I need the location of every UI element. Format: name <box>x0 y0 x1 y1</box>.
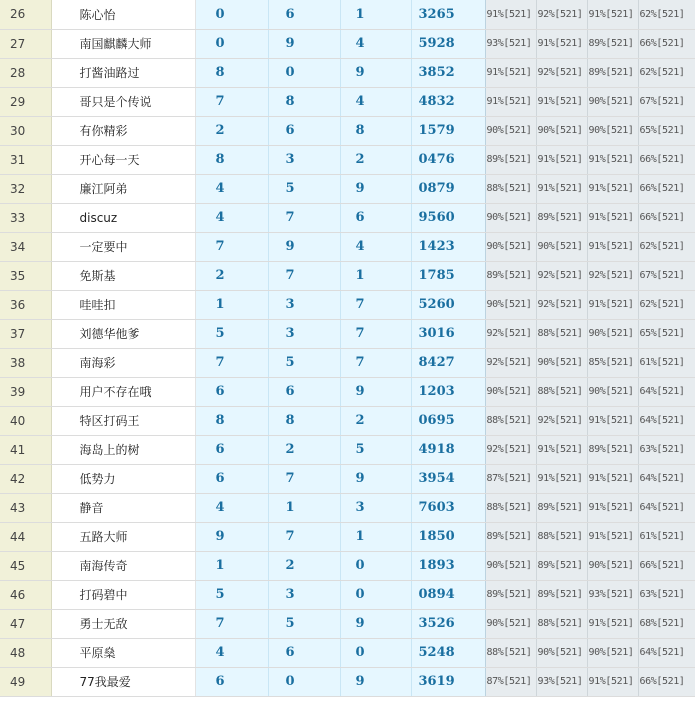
digit-cell-1: 2 <box>195 261 268 290</box>
stat-cell-4: 64%[521] <box>638 493 695 522</box>
table-row <box>0 348 695 377</box>
digit-cell-1: 0 <box>195 0 268 29</box>
username-cell: 南海彩 <box>51 348 195 377</box>
username-cell: 哥只是个传说 <box>51 87 195 116</box>
digit-cell-3: 4 <box>340 87 411 116</box>
rank-cell: 46 <box>0 580 51 609</box>
code-cell: 0879 <box>411 174 485 203</box>
digit-cell-1: 4 <box>195 493 268 522</box>
digit-cell-3: 8 <box>340 116 411 145</box>
stat-cell-2: 90%[521] <box>536 232 587 261</box>
table-row <box>0 493 695 522</box>
table-row <box>0 116 695 145</box>
rank-cell: 41 <box>0 435 51 464</box>
digit-cell-2: 8 <box>268 406 340 435</box>
username-cell: 平原燊 <box>51 638 195 667</box>
digit-cell-2: 2 <box>268 435 340 464</box>
stat-cell-2: 89%[521] <box>536 580 587 609</box>
stat-cell-3: 93%[521] <box>587 580 638 609</box>
digit-cell-3: 7 <box>340 319 411 348</box>
stat-cell-3: 92%[521] <box>587 261 638 290</box>
stat-cell-1: 90%[521] <box>485 232 536 261</box>
stat-cell-4: 66%[521] <box>638 29 695 58</box>
username-cell: 特区打码王 <box>51 406 195 435</box>
table-row <box>0 464 695 493</box>
digit-cell-1: 4 <box>195 203 268 232</box>
rank-cell: 36 <box>0 290 51 319</box>
table-row <box>0 29 695 58</box>
digit-cell-1: 7 <box>195 232 268 261</box>
username-cell: 有你精彩 <box>51 116 195 145</box>
stat-cell-1: 90%[521] <box>485 116 536 145</box>
rank-cell: 43 <box>0 493 51 522</box>
digit-cell-3: 9 <box>340 58 411 87</box>
username-cell: 一定要中 <box>51 232 195 261</box>
digit-cell-1: 7 <box>195 348 268 377</box>
digit-cell-3: 0 <box>340 638 411 667</box>
code-cell: 8427 <box>411 348 485 377</box>
table-row <box>0 87 695 116</box>
rank-cell: 33 <box>0 203 51 232</box>
code-cell: 1423 <box>411 232 485 261</box>
stat-cell-4: 64%[521] <box>638 406 695 435</box>
table-row <box>0 58 695 87</box>
rank-cell: 37 <box>0 319 51 348</box>
stat-cell-4: 66%[521] <box>638 203 695 232</box>
table-row <box>0 319 695 348</box>
stat-cell-4: 64%[521] <box>638 377 695 406</box>
table-row <box>0 145 695 174</box>
code-cell: 4832 <box>411 87 485 116</box>
digit-cell-3: 4 <box>340 29 411 58</box>
digit-cell-2: 7 <box>268 522 340 551</box>
rank-cell: 27 <box>0 29 51 58</box>
stat-cell-1: 91%[521] <box>485 58 536 87</box>
stat-cell-1: 90%[521] <box>485 609 536 638</box>
stat-cell-1: 93%[521] <box>485 29 536 58</box>
rank-cell: 29 <box>0 87 51 116</box>
digit-cell-2: 6 <box>268 116 340 145</box>
stat-cell-2: 91%[521] <box>536 145 587 174</box>
username-cell: discuz <box>51 203 195 232</box>
digit-cell-2: 3 <box>268 145 340 174</box>
username-cell: 陈心怡 <box>51 0 195 29</box>
stat-cell-1: 88%[521] <box>485 493 536 522</box>
table-row <box>0 551 695 580</box>
code-cell: 5248 <box>411 638 485 667</box>
digit-cell-2: 3 <box>268 290 340 319</box>
digit-cell-2: 5 <box>268 174 340 203</box>
username-cell: 打码碧中 <box>51 580 195 609</box>
code-cell: 1579 <box>411 116 485 145</box>
digit-cell-1: 8 <box>195 145 268 174</box>
digit-cell-3: 6 <box>340 203 411 232</box>
table-row <box>0 377 695 406</box>
stat-cell-2: 91%[521] <box>536 464 587 493</box>
digit-cell-3: 9 <box>340 667 411 696</box>
stat-cell-3: 91%[521] <box>587 174 638 203</box>
stat-cell-2: 91%[521] <box>536 174 587 203</box>
code-cell: 1785 <box>411 261 485 290</box>
code-cell: 3619 <box>411 667 485 696</box>
stat-cell-4: 63%[521] <box>638 580 695 609</box>
stat-cell-2: 88%[521] <box>536 377 587 406</box>
stat-cell-2: 88%[521] <box>536 319 587 348</box>
stat-cell-3: 89%[521] <box>587 58 638 87</box>
code-cell: 0695 <box>411 406 485 435</box>
stat-cell-2: 88%[521] <box>536 522 587 551</box>
stat-cell-4: 62%[521] <box>638 290 695 319</box>
code-cell: 5260 <box>411 290 485 319</box>
digit-cell-3: 9 <box>340 464 411 493</box>
stat-cell-2: 90%[521] <box>536 116 587 145</box>
digit-cell-3: 9 <box>340 174 411 203</box>
stat-cell-4: 62%[521] <box>638 232 695 261</box>
digit-cell-2: 7 <box>268 261 340 290</box>
digit-cell-3: 9 <box>340 377 411 406</box>
stat-cell-3: 90%[521] <box>587 319 638 348</box>
table-row <box>0 203 695 232</box>
rank-cell: 38 <box>0 348 51 377</box>
stat-cell-1: 89%[521] <box>485 522 536 551</box>
stat-cell-3: 89%[521] <box>587 29 638 58</box>
stat-cell-3: 85%[521] <box>587 348 638 377</box>
rank-cell: 39 <box>0 377 51 406</box>
stat-cell-2: 92%[521] <box>536 290 587 319</box>
digit-cell-2: 5 <box>268 348 340 377</box>
rank-cell: 32 <box>0 174 51 203</box>
digit-cell-2: 6 <box>268 377 340 406</box>
rank-cell: 28 <box>0 58 51 87</box>
rank-cell: 30 <box>0 116 51 145</box>
stat-cell-2: 91%[521] <box>536 435 587 464</box>
stat-cell-4: 66%[521] <box>638 667 695 696</box>
stat-cell-3: 91%[521] <box>587 203 638 232</box>
table-row <box>0 406 695 435</box>
stat-cell-4: 64%[521] <box>638 638 695 667</box>
code-cell: 3265 <box>411 0 485 29</box>
stat-cell-1: 91%[521] <box>485 87 536 116</box>
username-cell: 打酱油路过 <box>51 58 195 87</box>
stat-cell-2: 88%[521] <box>536 609 587 638</box>
table-row <box>0 667 695 696</box>
stat-cell-3: 90%[521] <box>587 638 638 667</box>
stat-cell-2: 92%[521] <box>536 58 587 87</box>
stat-cell-4: 66%[521] <box>638 551 695 580</box>
rank-cell: 40 <box>0 406 51 435</box>
rank-cell: 42 <box>0 464 51 493</box>
stat-cell-4: 61%[521] <box>638 522 695 551</box>
digit-cell-3: 1 <box>340 522 411 551</box>
table-row <box>0 435 695 464</box>
stat-cell-1: 91%[521] <box>485 0 536 29</box>
digit-cell-3: 0 <box>340 580 411 609</box>
code-cell: 4918 <box>411 435 485 464</box>
digit-cell-1: 8 <box>195 58 268 87</box>
digit-cell-2: 6 <box>268 638 340 667</box>
digit-cell-3: 2 <box>340 406 411 435</box>
stat-cell-4: 62%[521] <box>638 58 695 87</box>
table-row <box>0 261 695 290</box>
stat-cell-3: 91%[521] <box>587 290 638 319</box>
stat-cell-2: 90%[521] <box>536 638 587 667</box>
code-cell: 7603 <box>411 493 485 522</box>
digit-cell-2: 1 <box>268 493 340 522</box>
digit-cell-3: 7 <box>340 290 411 319</box>
stat-cell-2: 89%[521] <box>536 551 587 580</box>
stat-cell-1: 87%[521] <box>485 667 536 696</box>
stat-cell-3: 91%[521] <box>587 522 638 551</box>
stat-cell-1: 88%[521] <box>485 174 536 203</box>
rank-cell: 47 <box>0 609 51 638</box>
stat-cell-2: 89%[521] <box>536 203 587 232</box>
digit-cell-1: 6 <box>195 464 268 493</box>
username-cell: 南国麒麟大师 <box>51 29 195 58</box>
stat-cell-4: 63%[521] <box>638 435 695 464</box>
stat-cell-1: 89%[521] <box>485 145 536 174</box>
code-cell: 1850 <box>411 522 485 551</box>
stat-cell-4: 68%[521] <box>638 609 695 638</box>
stat-cell-1: 90%[521] <box>485 203 536 232</box>
digit-cell-1: 6 <box>195 435 268 464</box>
username-cell: 海岛上的树 <box>51 435 195 464</box>
digit-cell-3: 9 <box>340 609 411 638</box>
stat-cell-4: 62%[521] <box>638 0 695 29</box>
stat-cell-3: 89%[521] <box>587 435 638 464</box>
stat-cell-3: 91%[521] <box>587 0 638 29</box>
digit-cell-3: 1 <box>340 261 411 290</box>
digit-cell-1: 5 <box>195 580 268 609</box>
stat-cell-1: 87%[521] <box>485 464 536 493</box>
stat-cell-4: 66%[521] <box>638 174 695 203</box>
digit-cell-1: 9 <box>195 522 268 551</box>
digit-cell-1: 7 <box>195 609 268 638</box>
code-cell: 1203 <box>411 377 485 406</box>
stat-cell-4: 65%[521] <box>638 116 695 145</box>
stat-cell-1: 92%[521] <box>485 348 536 377</box>
digit-cell-2: 0 <box>268 58 340 87</box>
stat-cell-3: 91%[521] <box>587 232 638 261</box>
username-cell: 静音 <box>51 493 195 522</box>
stat-cell-3: 91%[521] <box>587 667 638 696</box>
code-cell: 0476 <box>411 145 485 174</box>
stat-cell-3: 91%[521] <box>587 145 638 174</box>
digit-cell-2: 7 <box>268 464 340 493</box>
stat-cell-2: 91%[521] <box>536 29 587 58</box>
stat-cell-3: 90%[521] <box>587 116 638 145</box>
stat-cell-4: 67%[521] <box>638 87 695 116</box>
stat-cell-1: 88%[521] <box>485 638 536 667</box>
stat-cell-3: 91%[521] <box>587 464 638 493</box>
stat-cell-1: 92%[521] <box>485 435 536 464</box>
table-row <box>0 609 695 638</box>
digit-cell-1: 0 <box>195 29 268 58</box>
stat-cell-1: 90%[521] <box>485 551 536 580</box>
code-cell: 9560 <box>411 203 485 232</box>
digit-cell-1: 4 <box>195 174 268 203</box>
digit-cell-2: 8 <box>268 87 340 116</box>
digit-cell-1: 6 <box>195 667 268 696</box>
username-cell: 五路大师 <box>51 522 195 551</box>
stat-cell-2: 90%[521] <box>536 348 587 377</box>
username-cell: 开心每一天 <box>51 145 195 174</box>
stat-cell-2: 91%[521] <box>536 87 587 116</box>
digit-cell-3: 7 <box>340 348 411 377</box>
username-cell: 廉江阿弟 <box>51 174 195 203</box>
username-cell: 免斯基 <box>51 261 195 290</box>
stat-cell-2: 93%[521] <box>536 667 587 696</box>
rank-cell: 49 <box>0 667 51 696</box>
stat-cell-4: 67%[521] <box>638 261 695 290</box>
table-row <box>0 0 695 29</box>
stat-cell-2: 92%[521] <box>536 406 587 435</box>
code-cell: 3526 <box>411 609 485 638</box>
digit-cell-3: 0 <box>340 551 411 580</box>
stat-cell-4: 66%[521] <box>638 145 695 174</box>
stat-cell-3: 90%[521] <box>587 377 638 406</box>
digit-cell-2: 9 <box>268 29 340 58</box>
digit-cell-3: 5 <box>340 435 411 464</box>
table-row <box>0 580 695 609</box>
stat-cell-1: 90%[521] <box>485 290 536 319</box>
digit-cell-2: 9 <box>268 232 340 261</box>
digit-cell-1: 5 <box>195 319 268 348</box>
username-cell: 低势力 <box>51 464 195 493</box>
code-cell: 3016 <box>411 319 485 348</box>
stat-cell-3: 90%[521] <box>587 551 638 580</box>
digit-cell-1: 6 <box>195 377 268 406</box>
digit-cell-1: 4 <box>195 638 268 667</box>
username-cell: 刘德华他爹 <box>51 319 195 348</box>
rank-cell: 44 <box>0 522 51 551</box>
code-cell: 3852 <box>411 58 485 87</box>
stat-cell-1: 88%[521] <box>485 406 536 435</box>
digit-cell-1: 1 <box>195 290 268 319</box>
username-cell: 哇哇扣 <box>51 290 195 319</box>
stat-cell-4: 64%[521] <box>638 464 695 493</box>
stat-cell-3: 91%[521] <box>587 406 638 435</box>
stat-cell-4: 61%[521] <box>638 348 695 377</box>
stat-cell-4: 65%[521] <box>638 319 695 348</box>
rank-cell: 48 <box>0 638 51 667</box>
stat-cell-1: 90%[521] <box>485 377 536 406</box>
stat-cell-3: 91%[521] <box>587 493 638 522</box>
digit-cell-3: 1 <box>340 0 411 29</box>
stat-cell-2: 89%[521] <box>536 493 587 522</box>
stat-cell-1: 89%[521] <box>485 580 536 609</box>
digit-cell-2: 5 <box>268 609 340 638</box>
stat-cell-2: 92%[521] <box>536 261 587 290</box>
digit-cell-1: 7 <box>195 87 268 116</box>
digit-cell-2: 6 <box>268 0 340 29</box>
username-cell: 77我最爱 <box>51 667 195 696</box>
stat-cell-1: 92%[521] <box>485 319 536 348</box>
stat-cell-3: 91%[521] <box>587 609 638 638</box>
stat-cell-3: 90%[521] <box>587 87 638 116</box>
rank-cell: 34 <box>0 232 51 261</box>
rank-cell: 35 <box>0 261 51 290</box>
digit-cell-2: 3 <box>268 580 340 609</box>
rank-cell: 31 <box>0 145 51 174</box>
digit-cell-1: 2 <box>195 116 268 145</box>
digit-cell-2: 2 <box>268 551 340 580</box>
table-row <box>0 638 695 667</box>
rank-cell: 45 <box>0 551 51 580</box>
table-row <box>0 522 695 551</box>
code-cell: 0894 <box>411 580 485 609</box>
table-row <box>0 290 695 319</box>
stat-cell-2: 92%[521] <box>536 0 587 29</box>
username-cell: 用户不存在哦 <box>51 377 195 406</box>
digit-cell-2: 0 <box>268 667 340 696</box>
code-cell: 1893 <box>411 551 485 580</box>
username-cell: 勇士无敌 <box>51 609 195 638</box>
digit-cell-2: 7 <box>268 203 340 232</box>
code-cell: 5928 <box>411 29 485 58</box>
rank-cell: 26 <box>0 0 51 29</box>
stat-cell-1: 89%[521] <box>485 261 536 290</box>
digit-cell-3: 3 <box>340 493 411 522</box>
table-row <box>0 232 695 261</box>
username-cell: 南海传奇 <box>51 551 195 580</box>
digit-cell-3: 2 <box>340 145 411 174</box>
code-cell: 3954 <box>411 464 485 493</box>
digit-cell-2: 3 <box>268 319 340 348</box>
digit-cell-3: 4 <box>340 232 411 261</box>
digit-cell-1: 8 <box>195 406 268 435</box>
table-row <box>0 174 695 203</box>
digit-cell-1: 1 <box>195 551 268 580</box>
